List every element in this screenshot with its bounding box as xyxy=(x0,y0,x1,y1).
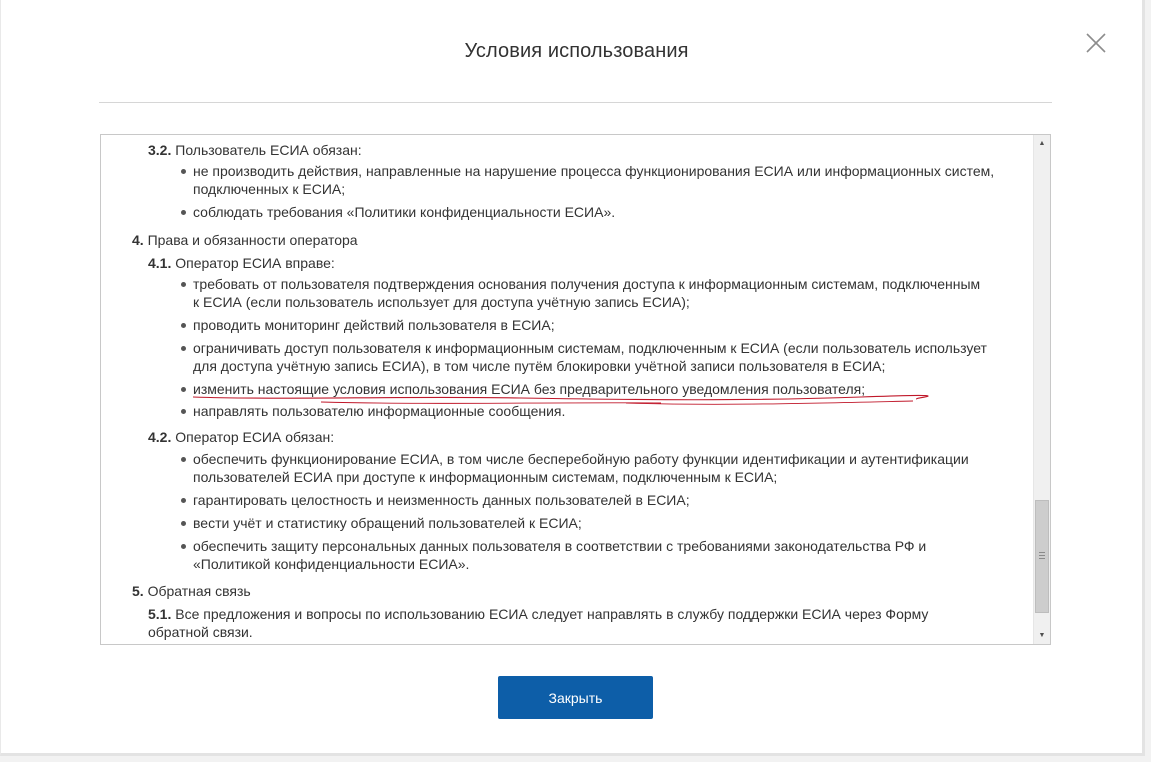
bullet-dot xyxy=(181,498,186,503)
grip-line xyxy=(1039,555,1045,556)
bullet-dot xyxy=(181,457,186,462)
list-item: соблюдать требования «Политики конфиденциальности ЕСИА». xyxy=(193,204,616,220)
section-number: 4. xyxy=(132,232,144,248)
section-text: Обратная связь xyxy=(147,583,251,599)
section-number: 5. xyxy=(132,583,144,599)
close-icon[interactable] xyxy=(1084,31,1108,55)
list-item: обеспечить защиту персональных данных пользователя в соответствии с требованиями законодательства РФ и xyxy=(193,538,927,554)
close-button[interactable]: Закрыть xyxy=(498,676,653,719)
list-item-continued: «Политикой конфиденциальности ЕСИА». xyxy=(193,556,470,572)
dialog-title: Условия использования xyxy=(464,40,689,62)
bullet-dot xyxy=(181,521,186,526)
section-text: Права и обязанности оператора xyxy=(147,232,358,248)
list-item-continued: к ЕСИА (если пользователь использует для доступа учётную запись ЕСИА); xyxy=(193,294,690,310)
title-divider xyxy=(99,102,1052,103)
grip-line xyxy=(1039,558,1045,559)
grip-line xyxy=(1039,552,1045,553)
list-item: направлять пользователю информационные сообщения. xyxy=(193,403,566,419)
window-edge-bottom xyxy=(0,756,1151,762)
bullet-dot xyxy=(181,544,186,549)
bullet-dot xyxy=(181,169,186,174)
bullet-dot xyxy=(181,409,186,414)
section-text: Все предложения и вопросы по использованию ЕСИА следует направлять в службу поддержки ЕСИА через Форму xyxy=(175,606,929,622)
bullet-dot xyxy=(181,282,186,287)
section-number: 3.2. xyxy=(148,142,172,158)
section-4-1-heading xyxy=(148,254,335,272)
section-text-continued: обратной связи. xyxy=(148,624,253,640)
section-number: 4.1. xyxy=(148,255,172,271)
section-text: Пользователь ЕСИА обязан: xyxy=(175,142,362,158)
list-item-continued: подключенных к ЕСИА; xyxy=(193,181,346,197)
bullet-dot xyxy=(181,387,186,392)
list-item-highlighted: изменить настоящие условия использования ЕСИА без предварительного уведомления пользователя; xyxy=(193,381,866,397)
list-item: требовать от пользователя подтверждения основания получения доступа к информационным системам, подключенным xyxy=(193,276,981,292)
vertical-scrollbar[interactable] xyxy=(1033,135,1050,644)
list-item-continued: для доступа учётную запись ЕСИА), в том числе путём блокировки учётной записи пользователя в ЕСИА; xyxy=(193,358,886,374)
list-item-continued: пользователей ЕСИА при доступе к информационным системам, подключенным к ЕСИА; xyxy=(193,469,778,485)
bullet-dot xyxy=(181,346,186,351)
section-text: Оператор ЕСИА вправе: xyxy=(175,255,335,271)
list-item: проводить мониторинг действий пользователя в ЕСИА; xyxy=(193,317,555,333)
section-4-heading xyxy=(132,231,358,249)
list-item: вести учёт и статистику обращений пользователей к ЕСИА; xyxy=(193,515,582,531)
arrow-up-icon[interactable]: ▲ xyxy=(1038,140,1046,147)
bullet-dot xyxy=(181,210,186,215)
section-5-heading xyxy=(132,582,251,600)
scrollbar-thumb[interactable] xyxy=(1035,500,1049,613)
list-item: не производить действия, направленные на нарушение процесса функционирования ЕСИА или информационных систем, xyxy=(193,163,995,179)
list-item: гарантировать целостность и неизменность данных пользователей в ЕСИА; xyxy=(193,492,690,508)
section-3-2-heading xyxy=(148,141,362,159)
section-5-1-text xyxy=(148,605,928,623)
bullet-dot xyxy=(181,323,186,328)
section-number: 5.1. xyxy=(148,606,172,622)
list-item: ограничивать доступ пользователя к информационным системам, подключенным к ЕСИА (если пользователь использует xyxy=(193,340,987,356)
section-4-2-heading xyxy=(148,428,334,446)
section-text: Оператор ЕСИА обязан: xyxy=(175,429,335,445)
section-number: 4.2. xyxy=(148,429,172,445)
window-edge xyxy=(1145,0,1151,762)
terms-scroll-area[interactable] xyxy=(100,134,1051,645)
arrow-down-icon[interactable]: ▼ xyxy=(1038,632,1046,639)
list-item: обеспечить функционирование ЕСИА, в том числе бесперебойную работу функции идентификации и аутентификации xyxy=(193,451,969,467)
